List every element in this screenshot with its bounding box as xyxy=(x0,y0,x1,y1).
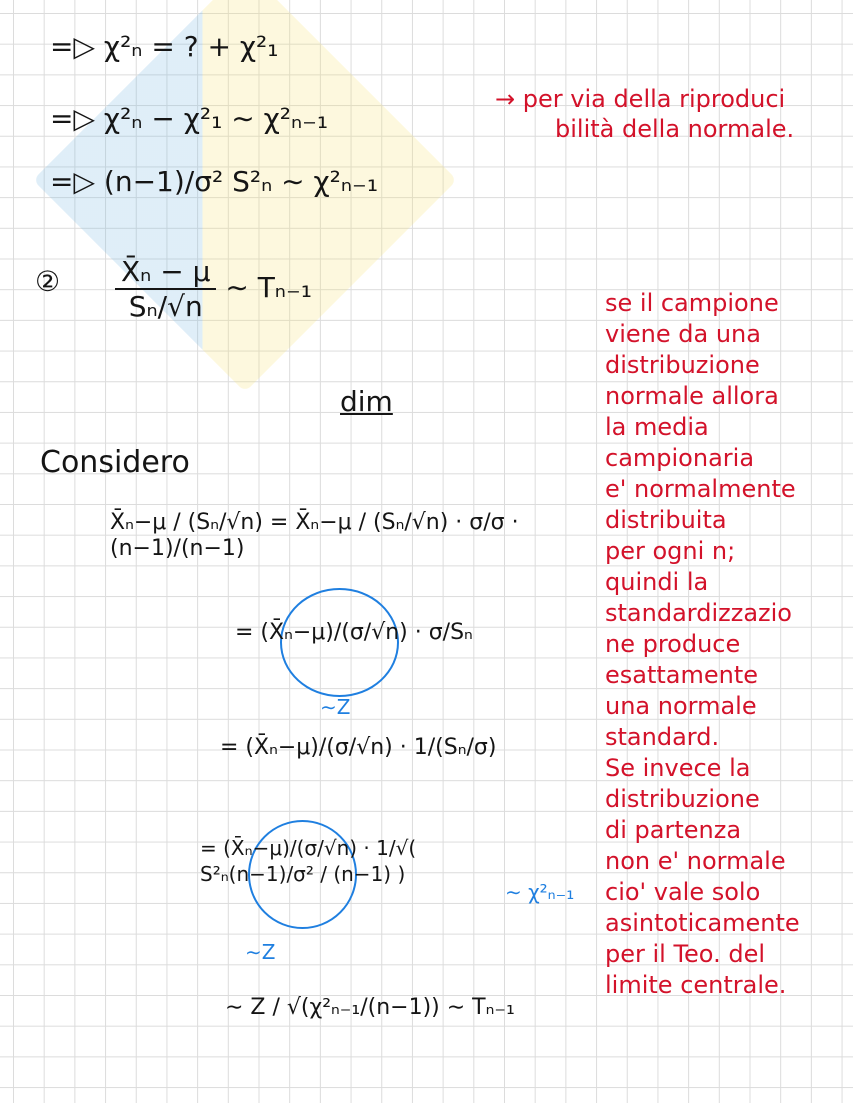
note-line: una normale xyxy=(605,692,757,720)
step-2: = (X̄ₙ−μ)/(σ/√n) · σ/Sₙ xyxy=(235,620,473,645)
step-1: X̄ₙ−μ / (Sₙ/√n) = X̄ₙ−μ / (Sₙ/√n) · σ/σ · (n−1)/(n−1) xyxy=(110,510,519,561)
approx-z-2: ∼Z xyxy=(245,940,276,964)
note-line: cio' vale solo xyxy=(605,878,761,906)
note-line: asintoticamente xyxy=(605,909,800,937)
rhs: ∼ Tₙ₋₁ xyxy=(225,271,312,304)
note-line: viene da una xyxy=(605,320,761,348)
note-line: per il Teo. del xyxy=(605,940,765,968)
note-line: e' normalmente xyxy=(605,475,796,503)
note-line: se il campione xyxy=(605,289,779,317)
approx-chi-square: ∼ χ²ₙ₋₁ xyxy=(505,880,575,904)
note-line: distribuzione xyxy=(605,351,760,379)
step-3: = (X̄ₙ−μ)/(σ/√n) · 1/(Sₙ/σ) xyxy=(220,735,497,760)
item-2-formula xyxy=(115,255,312,323)
note-line: per ogni n; xyxy=(605,537,736,565)
denominator: Sₙ/√n xyxy=(128,290,203,323)
note-line: campionaria xyxy=(605,444,755,472)
note-line: quindi la xyxy=(605,568,709,596)
note-top-2: bilità della normale. xyxy=(555,115,795,143)
item-2-marker: ② xyxy=(35,265,61,298)
equation-line-2: =▷ χ²ₙ − χ²₁ ∼ χ²ₙ₋₁ xyxy=(50,102,329,135)
note-line: distribuzione xyxy=(605,785,760,813)
note-line: di partenza xyxy=(605,816,742,844)
note-line: la media xyxy=(605,413,709,441)
dim-heading: dim xyxy=(340,385,393,418)
numerator: X̄ₙ − μ xyxy=(115,255,216,290)
note-line: normale allora xyxy=(605,382,779,410)
note-line: non e' normale xyxy=(605,847,786,875)
note-line: Se invece la xyxy=(605,754,751,782)
approx-z-1: ∼Z xyxy=(320,695,351,719)
step-4: = (X̄ₙ−μ)/(σ/√n) · 1/√( S²ₙ(n−1)/σ² / (n−1) ) xyxy=(200,836,417,886)
considero-label: Considero xyxy=(40,445,190,480)
note-line: standardizzazio xyxy=(605,599,792,627)
note-top-1: → per via della riproduci xyxy=(495,85,786,113)
note-line: distribuita xyxy=(605,506,727,534)
note-line: esattamente xyxy=(605,661,759,689)
side-note xyxy=(605,288,800,1001)
equation-line-1: =▷ χ²ₙ = ? + χ²₁ xyxy=(50,30,279,63)
note-line: limite centrale. xyxy=(605,971,787,999)
note-line: standard. xyxy=(605,723,720,751)
step-5: ∼ Z / √(χ²ₙ₋₁/(n−1)) ∼ Tₙ₋₁ xyxy=(225,995,515,1020)
note-line: ne produce xyxy=(605,630,741,658)
equation-line-3: =▷ (n−1)/σ² S²ₙ ∼ χ²ₙ₋₁ xyxy=(50,165,379,198)
